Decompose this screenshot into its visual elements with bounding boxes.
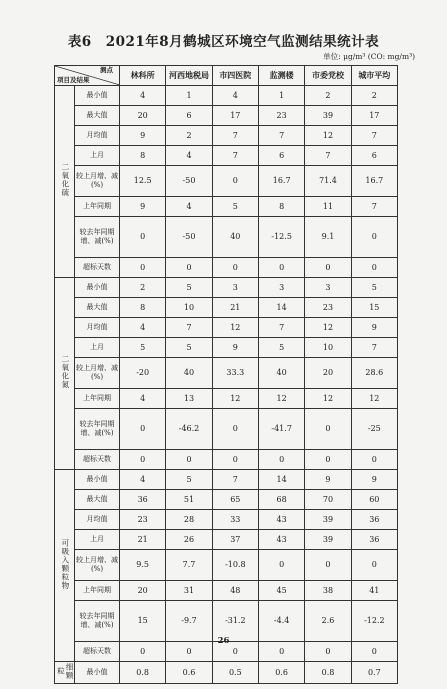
table-row: [55, 278, 398, 298]
value-cell: 37: [212, 530, 258, 550]
value-cell: 0: [212, 166, 258, 197]
value-cell: 9: [120, 126, 166, 146]
row-label: 较去年同期增、减(%): [75, 409, 120, 450]
table-row: [55, 146, 398, 166]
diag-top-label: 测点: [100, 66, 113, 74]
value-cell: 5: [120, 338, 166, 358]
table-row: [55, 298, 398, 318]
value-cell: 2: [166, 126, 212, 146]
table-row: [55, 318, 398, 338]
table-title-text: 2021年8月鹤城区环境空气监测结果统计表: [105, 34, 380, 50]
value-cell: 36: [351, 510, 397, 530]
value-cell: 20: [120, 106, 166, 126]
value-cell: 14: [258, 298, 304, 318]
value-cell: 0: [258, 258, 304, 278]
value-cell: 0: [166, 642, 212, 662]
value-cell: 6: [351, 146, 397, 166]
table-number: 表6: [67, 34, 92, 50]
value-cell: 9.1: [305, 217, 351, 258]
pollutant-group-label: [55, 662, 75, 684]
value-cell: 39: [305, 530, 351, 550]
value-cell: 65: [212, 490, 258, 510]
value-cell: 15: [351, 298, 397, 318]
value-cell: 41: [351, 581, 397, 601]
value-cell: 12.5: [120, 166, 166, 197]
table-row: [55, 470, 398, 490]
value-cell: 3: [305, 278, 351, 298]
value-cell: -4.4: [258, 601, 304, 642]
row-label: 月均值: [75, 126, 120, 146]
value-cell: 39: [305, 106, 351, 126]
value-cell: 28.6: [351, 358, 397, 389]
value-cell: 9: [351, 470, 397, 490]
table-row: [55, 126, 398, 146]
value-cell: 7: [166, 318, 212, 338]
page-number: 26: [217, 636, 230, 646]
pollutant-group-label: [55, 86, 75, 278]
value-cell: 0: [305, 642, 351, 662]
pollutant-name: 二氧化硫: [60, 163, 70, 198]
value-cell: 14: [258, 470, 304, 490]
value-cell: 48: [212, 581, 258, 601]
value-cell: 0: [120, 258, 166, 278]
row-label: 上月: [75, 530, 120, 550]
value-cell: 8: [258, 197, 304, 217]
value-cell: 9: [120, 197, 166, 217]
value-cell: 9: [212, 338, 258, 358]
value-cell: -20: [120, 358, 166, 389]
value-cell: 7: [258, 318, 304, 338]
value-cell: 12: [305, 126, 351, 146]
row-label: 最小值: [75, 662, 120, 684]
value-cell: 9.5: [120, 550, 166, 581]
value-cell: 7: [258, 126, 304, 146]
value-cell: 2: [305, 86, 351, 106]
pollutant-group-label: [55, 470, 75, 662]
value-cell: 5: [258, 338, 304, 358]
value-cell: 26: [166, 530, 212, 550]
value-cell: 0: [351, 550, 397, 581]
value-cell: 1: [166, 86, 212, 106]
value-cell: -12.5: [258, 217, 304, 258]
value-cell: 39: [305, 510, 351, 530]
value-cell: 68: [258, 490, 304, 510]
value-cell: 38: [305, 581, 351, 601]
value-cell: 17: [212, 106, 258, 126]
value-cell: -25: [351, 409, 397, 450]
value-cell: 7: [212, 146, 258, 166]
value-cell: 0: [351, 642, 397, 662]
pollutant-name: 细颗粒: [56, 663, 75, 680]
value-cell: 0: [212, 642, 258, 662]
value-cell: 43: [258, 510, 304, 530]
row-label: 上月: [75, 146, 120, 166]
diag-bottom-label: 项目及结果: [57, 75, 90, 84]
value-cell: 5: [166, 338, 212, 358]
row-label: 最小值: [75, 278, 120, 298]
row-label: 最大值: [75, 490, 120, 510]
table-row: [55, 450, 398, 470]
value-cell: 23: [120, 510, 166, 530]
value-cell: 9: [305, 470, 351, 490]
value-cell: 0: [120, 409, 166, 450]
value-cell: 4: [166, 146, 212, 166]
value-cell: 0: [166, 258, 212, 278]
table-row: [55, 409, 398, 450]
value-cell: 5: [212, 197, 258, 217]
value-cell: 0: [120, 450, 166, 470]
value-cell: 13: [166, 389, 212, 409]
table-row: [55, 510, 398, 530]
table-row: [55, 217, 398, 258]
value-cell: 12: [305, 318, 351, 338]
row-label: 较上月增、减(%): [75, 166, 120, 197]
table-row: [55, 106, 398, 126]
value-cell: -10.8: [212, 550, 258, 581]
value-cell: 10: [166, 298, 212, 318]
value-cell: 17: [351, 106, 397, 126]
value-cell: 5: [351, 278, 397, 298]
row-label: 上月: [75, 338, 120, 358]
value-cell: 4: [212, 86, 258, 106]
value-cell: -41.7: [258, 409, 304, 450]
table-row: [55, 550, 398, 581]
row-label: 最小值: [75, 470, 120, 490]
header-row: [55, 66, 398, 86]
pollutant-group-label: [55, 278, 75, 470]
table-row: [55, 581, 398, 601]
row-label: 上年同期: [75, 197, 120, 217]
value-cell: -50: [166, 217, 212, 258]
value-cell: 0: [258, 450, 304, 470]
table-row: [55, 662, 398, 684]
value-cell: 12: [212, 389, 258, 409]
pollutant-name: 可吸入颗粒物: [60, 538, 70, 590]
value-cell: 40: [258, 358, 304, 389]
diagonal-header-cell: [55, 66, 120, 86]
value-cell: 60: [351, 490, 397, 510]
row-label: 最小值: [75, 86, 120, 106]
value-cell: 16.7: [351, 166, 397, 197]
value-cell: 33: [212, 510, 258, 530]
value-cell: 71.4: [305, 166, 351, 197]
value-cell: 0: [258, 550, 304, 581]
table-row: [55, 490, 398, 510]
value-cell: 45: [258, 581, 304, 601]
value-cell: 6: [258, 146, 304, 166]
value-cell: 40: [212, 217, 258, 258]
station-header: 市委党校: [305, 66, 351, 86]
unit-note: 单位: μg/m³ (CO: mg/m³): [323, 52, 415, 61]
value-cell: -9.7: [166, 601, 212, 642]
value-cell: 0.6: [258, 662, 304, 684]
value-cell: 0: [212, 258, 258, 278]
value-cell: 11: [305, 197, 351, 217]
value-cell: 12: [351, 389, 397, 409]
table-body: [55, 86, 398, 684]
value-cell: 70: [305, 490, 351, 510]
value-cell: 36: [351, 530, 397, 550]
value-cell: 7: [351, 126, 397, 146]
value-cell: 0: [351, 258, 397, 278]
value-cell: -50: [166, 166, 212, 197]
value-cell: 3: [258, 278, 304, 298]
table-row: [55, 258, 398, 278]
value-cell: 9: [351, 318, 397, 338]
value-cell: 6: [166, 106, 212, 126]
statistics-table: [54, 65, 398, 684]
table-title: [0, 30, 447, 50]
row-label: 超标天数: [75, 450, 120, 470]
value-cell: 23: [305, 298, 351, 318]
value-cell: 0: [120, 642, 166, 662]
value-cell: 0: [305, 450, 351, 470]
value-cell: 5: [166, 470, 212, 490]
value-cell: 1: [258, 86, 304, 106]
value-cell: 0: [120, 217, 166, 258]
value-cell: 4: [120, 470, 166, 490]
value-cell: 2.6: [305, 601, 351, 642]
value-cell: 0: [258, 642, 304, 662]
value-cell: 0: [166, 450, 212, 470]
value-cell: 4: [120, 389, 166, 409]
value-cell: 12: [258, 389, 304, 409]
value-cell: 28: [166, 510, 212, 530]
value-cell: 0: [212, 450, 258, 470]
value-cell: 51: [166, 490, 212, 510]
row-label: 较上月增、减(%): [75, 358, 120, 389]
value-cell: 0: [305, 550, 351, 581]
station-header: 市四医院: [212, 66, 258, 86]
row-label: 超标天数: [75, 258, 120, 278]
value-cell: 0.5: [212, 662, 258, 684]
table-row: [55, 389, 398, 409]
value-cell: 0: [351, 450, 397, 470]
value-cell: -46.2: [166, 409, 212, 450]
value-cell: 3: [212, 278, 258, 298]
table-row: [55, 358, 398, 389]
value-cell: -31.2: [212, 601, 258, 642]
station-header: 河西地税局: [166, 66, 212, 86]
value-cell: 0: [351, 217, 397, 258]
value-cell: 20: [305, 358, 351, 389]
table-row: [55, 86, 398, 106]
station-header: 监测楼: [258, 66, 304, 86]
table-row: [55, 166, 398, 197]
value-cell: 7: [305, 146, 351, 166]
value-cell: 7: [212, 126, 258, 146]
value-cell: 4: [120, 318, 166, 338]
value-cell: 0: [212, 409, 258, 450]
row-label: 月均值: [75, 318, 120, 338]
value-cell: 8: [120, 146, 166, 166]
value-cell: 43: [258, 530, 304, 550]
value-cell: 0: [305, 409, 351, 450]
value-cell: 12: [212, 318, 258, 338]
row-label: 较上月增、减(%): [75, 550, 120, 581]
value-cell: 40: [166, 358, 212, 389]
table-row: [55, 530, 398, 550]
row-label: 较去年同期增、减(%): [75, 601, 120, 642]
value-cell: 10: [305, 338, 351, 358]
pollutant-name: 二氧化氮: [60, 355, 70, 390]
value-cell: 0.7: [351, 662, 397, 684]
value-cell: 0: [305, 258, 351, 278]
table-row: [55, 338, 398, 358]
value-cell: -12.2: [351, 601, 397, 642]
value-cell: 31: [166, 581, 212, 601]
value-cell: 21: [212, 298, 258, 318]
station-header: 林科所: [120, 66, 166, 86]
row-label: 上年同期: [75, 581, 120, 601]
row-label: 较去年同期增、减(%): [75, 217, 120, 258]
table-row: [55, 197, 398, 217]
value-cell: 33.3: [212, 358, 258, 389]
value-cell: 12: [305, 389, 351, 409]
value-cell: 8: [120, 298, 166, 318]
value-cell: 4: [120, 86, 166, 106]
row-label: 上年同期: [75, 389, 120, 409]
value-cell: 7: [351, 338, 397, 358]
row-label: 超标天数: [75, 642, 120, 662]
value-cell: 16.7: [258, 166, 304, 197]
value-cell: 7: [351, 197, 397, 217]
value-cell: 2: [351, 86, 397, 106]
value-cell: 15: [120, 601, 166, 642]
value-cell: 7.7: [166, 550, 212, 581]
value-cell: 20: [120, 581, 166, 601]
value-cell: 36: [120, 490, 166, 510]
row-label: 月均值: [75, 510, 120, 530]
row-label: 最大值: [75, 106, 120, 126]
value-cell: 0.6: [166, 662, 212, 684]
value-cell: 7: [212, 470, 258, 490]
value-cell: 23: [258, 106, 304, 126]
row-label: 最大值: [75, 298, 120, 318]
station-header: 城市平均: [351, 66, 397, 86]
value-cell: 0.8: [120, 662, 166, 684]
value-cell: 2: [120, 278, 166, 298]
value-cell: 5: [166, 278, 212, 298]
value-cell: 21: [120, 530, 166, 550]
value-cell: 4: [166, 197, 212, 217]
value-cell: 0.8: [305, 662, 351, 684]
